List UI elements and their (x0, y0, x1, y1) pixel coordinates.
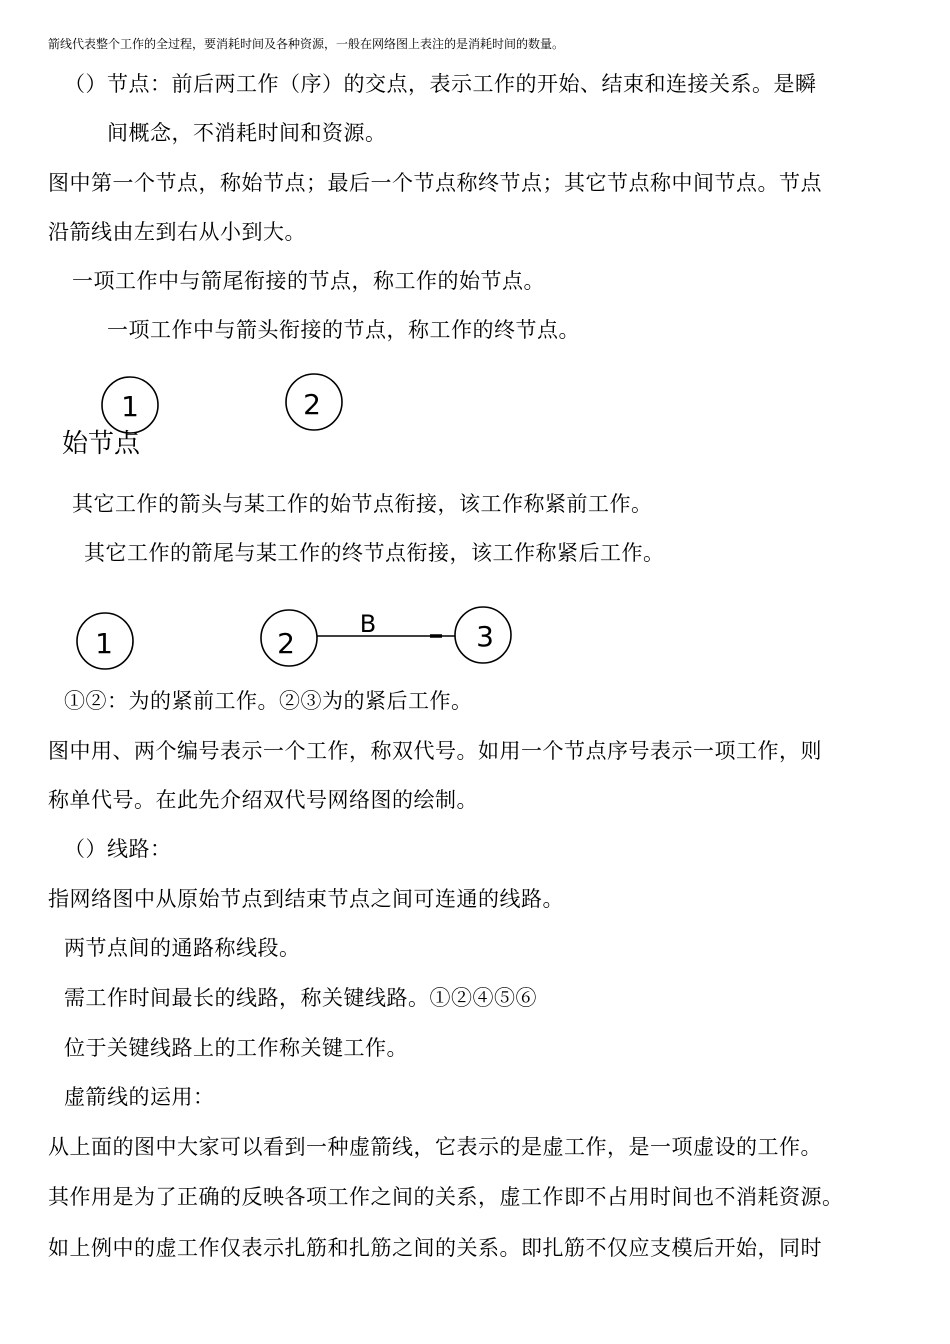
text-line: 指网络图中从原始节点到结束节点之间可连通的线路。 (48, 887, 564, 911)
text-line: 间概念，不消耗时间和资源。 (107, 121, 387, 145)
node-label-1: 1 (95, 627, 113, 660)
text-line: 从上面的图中大家可以看到一种虚箭线，它表示的是虚工作，是一项虚设的工作。 (48, 1135, 822, 1159)
text-line: 图中用、两个编号表示一个工作，称双代号。如用一个节点序号表示一项工作，则 (48, 739, 822, 763)
text-line: 一项工作中与箭尾衔接的节点，称工作的始节点。 (72, 269, 545, 293)
text-line: 图中第一个节点，称始节点；最后一个节点称终节点；其它节点称中间节点。节点 (48, 171, 822, 195)
text-line: 位于关键线路上的工作称关键工作。 (64, 1036, 408, 1060)
node-label-2: 2 (303, 388, 321, 421)
text-line: 两节点间的通路称线段。 (64, 936, 301, 960)
text-line: 虚箭线的运用： (64, 1085, 215, 1109)
text-line: ①②：为的紧前工作。②③为的紧后工作。 (64, 689, 473, 713)
arrow-label: B (359, 610, 377, 638)
text-line: （）节点：前后两工作（序）的交点，表示工作的开始、结束和连接关系。是瞬 (64, 72, 817, 96)
text-line: 称单代号。在此先介绍双代号网络图的绘制。 (48, 788, 478, 812)
top-note: 箭线代表整个工作的全过程，要消耗时间及各种资源，一般在网络图上表注的是消耗时间的数量。 (48, 37, 565, 51)
text-line: 需工作时间最长的线路，称关键线路。①②④⑤⑥ (64, 986, 537, 1010)
node-label-2: 2 (277, 627, 295, 660)
text-line: 一项工作中与箭头衔接的节点，称工作的终节点。 (107, 318, 580, 342)
text-line: 其它工作的箭尾与某工作的终节点衔接，该工作称紧后工作。 (84, 541, 665, 565)
diagram-caption: 始节点 (62, 429, 141, 459)
text-line: 其它工作的箭头与某工作的始节点衔接，该工作称紧前工作。 (72, 492, 653, 516)
text-line: 其作用是为了正确的反映各项工作之间的关系，虚工作即不占用时间也不消耗资源。 (48, 1185, 844, 1209)
text-line: 沿箭线由左到右从小到大。 (48, 220, 306, 244)
node-label-1: 1 (121, 390, 139, 423)
text-line: 如上例中的虚工作仅表示扎筋和扎筋之间的关系。即扎筋不仅应支模后开始，同时 (48, 1236, 822, 1260)
node-label-3: 3 (476, 620, 494, 653)
text-line: （）线路： (64, 837, 172, 861)
